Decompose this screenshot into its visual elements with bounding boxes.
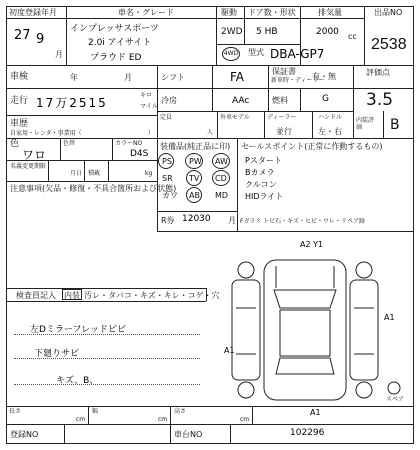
inspector-note-2: 下廻りサビ <box>34 349 80 359</box>
handle-value: 左・右 <box>318 127 342 136</box>
name-change-date: 月日 <box>70 170 83 177</box>
equip-pw: PW <box>189 157 202 166</box>
inspector-interior-box <box>62 289 82 300</box>
inspector-interior-options: 汚レ・タバコ・キズ・キレ・コゲ・穴 <box>84 291 220 300</box>
r-ticket-label: R券 <box>161 216 175 225</box>
car-name-line1: インプレッサスポーツ <box>70 24 159 34</box>
dealer-label: ディーラー <box>267 114 297 121</box>
loading-unit: kg <box>145 170 153 177</box>
inspection-year: 年 <box>70 73 78 82</box>
warranty-sub: 新車時・ディーラー <box>271 77 325 84</box>
capacity-label: 定員 <box>160 114 173 121</box>
fuel-value: G <box>322 94 329 104</box>
diagram-mark-bottom: A1 <box>310 408 321 417</box>
glass-label: Fガラス トビ石・キズ・ヒビ・ワレ・リペア跡 <box>240 218 365 225</box>
car-diagram <box>222 250 405 410</box>
first-reg-month: 9 <box>36 32 45 47</box>
color-value: ワロ <box>22 148 47 162</box>
length-label: 長さ <box>9 408 22 415</box>
length-unit: cm <box>76 416 86 423</box>
color-no-label: カラーNO <box>115 140 143 147</box>
spare-label: スペア <box>386 396 405 403</box>
displacement-value: 2000 <box>316 27 339 37</box>
height-unit: cm <box>240 416 250 423</box>
inspector-interior-label: 内装 <box>64 291 80 300</box>
warranty-label: 保証書 <box>272 67 296 76</box>
width-unit: cm <box>158 416 168 423</box>
equip-cd-circle <box>212 170 230 186</box>
note-line-3 <box>14 384 200 385</box>
displacement-label: 排気量 <box>318 8 342 17</box>
mileage-unit-mile: マイル <box>140 103 158 110</box>
score-label: 評価点 <box>366 68 390 77</box>
selling-point-3: クルコン <box>245 180 277 189</box>
car-name-line2: 2.0i アイサイト <box>88 38 152 48</box>
handle-label: ハンドル <box>318 114 343 121</box>
displacement-unit: cc <box>348 32 357 41</box>
chassis-label: 車台NO <box>174 430 203 439</box>
inspection-label: 車検 <box>10 72 29 82</box>
doors-label: ドア数・形状 <box>248 8 296 17</box>
name-grade-label: 車名・グレード <box>118 8 174 17</box>
r-ticket-unit: 月 <box>228 216 236 225</box>
equip-ps-circle <box>158 153 174 169</box>
name-change-label: 名義変更期限 <box>10 163 47 170</box>
loading-label: 積載 <box>88 170 101 177</box>
diagram-mark-top: A2 Y1 <box>300 240 324 249</box>
color-label: 色 <box>10 139 20 149</box>
inspector-label: 検査員記入 <box>16 291 56 300</box>
fuel-label: 燃料 <box>272 96 288 105</box>
drive-value: 2WD <box>221 27 243 37</box>
ac-label: 冷房 <box>161 96 177 105</box>
equip-aw: AW <box>215 157 228 166</box>
selling-point-1: Pスタート <box>245 156 282 165</box>
equip-cd: CD <box>215 174 227 183</box>
diagram-mark-right: A1 <box>384 313 395 322</box>
drive-4wd: 4WD <box>223 50 239 57</box>
selling-point-4: HIDライト <box>245 192 284 201</box>
inspector-note-1: 左Dミラーフレッドビビ <box>30 325 127 335</box>
inspector-note-3: キズ、B、 <box>56 376 99 386</box>
equip-sr: SR <box>162 174 173 183</box>
first-reg-month-unit: 月 <box>55 50 63 59</box>
interior-value: B <box>390 117 400 133</box>
original-color-label: 色替 <box>63 140 76 147</box>
history-label: 車歴 <box>10 119 29 129</box>
diagram-mark-left: A1 <box>224 346 235 355</box>
interior-label: 内装評価 <box>356 117 375 131</box>
r-ticket-value: 12030 <box>182 214 211 224</box>
drive-label: 駆動 <box>221 8 237 17</box>
doors-value: 5 HB <box>256 27 278 37</box>
shift-label: シフト <box>161 73 185 82</box>
capacity-unit: 人 <box>207 129 214 136</box>
equip-md: MD <box>215 191 229 200</box>
width-label: 幅 <box>92 408 99 415</box>
lot-label: 出品NO <box>374 8 403 17</box>
color-change-label: 外車モデル <box>220 114 250 121</box>
model-label: 型式 <box>248 48 264 57</box>
chassis-value: 102296 <box>290 428 325 438</box>
model-value: DBA-GP7 <box>270 47 325 61</box>
ac-value: AAc <box>232 96 250 106</box>
equip-ps: PS <box>162 157 172 166</box>
car-name-line3: プラウド ED <box>90 53 142 63</box>
reg-no-label: 登録NO <box>10 430 39 439</box>
height-label: 高さ <box>174 408 187 415</box>
equip-kawa: カワ <box>162 191 178 200</box>
score-value: 3.5 <box>366 90 394 110</box>
first-reg-year: 27 <box>14 28 31 43</box>
equip-aw-circle <box>212 153 230 169</box>
mileage-label: 走行 <box>10 96 29 106</box>
notes-label: 注意事項(欠品・修復・不具合箇所および状態) <box>10 184 177 193</box>
warranty-options: 有・無 <box>312 72 336 81</box>
history-close: ） <box>148 130 155 137</box>
inspection-month: 月 <box>124 73 132 82</box>
history-options: 自家用・レンタ・事業用（ <box>10 130 82 137</box>
equip-pw-circle <box>185 153 203 169</box>
equip-tv: TV <box>189 174 200 183</box>
equip-ab: AB <box>189 191 200 200</box>
drive-4wd-circle <box>222 47 240 61</box>
selling-points-label: セールスポイント(正常に作動するもの) <box>241 142 383 151</box>
mileage-unit-km: キロ <box>140 92 153 99</box>
equip-tv-circle <box>186 170 202 186</box>
first-reg-label: 初度登録年月 <box>9 8 57 17</box>
shift-value: FA <box>230 70 245 84</box>
equipment-label: 装備品(純正品に印) <box>160 142 231 151</box>
dealer-value: 並行 <box>276 127 292 136</box>
color-no-value: D4S <box>130 149 149 159</box>
selling-point-2: Bカメラ <box>245 168 275 177</box>
lot-value: 2538 <box>371 36 407 53</box>
equip-ab-circle <box>186 187 202 203</box>
mileage-value: 17万2515 <box>36 96 108 110</box>
